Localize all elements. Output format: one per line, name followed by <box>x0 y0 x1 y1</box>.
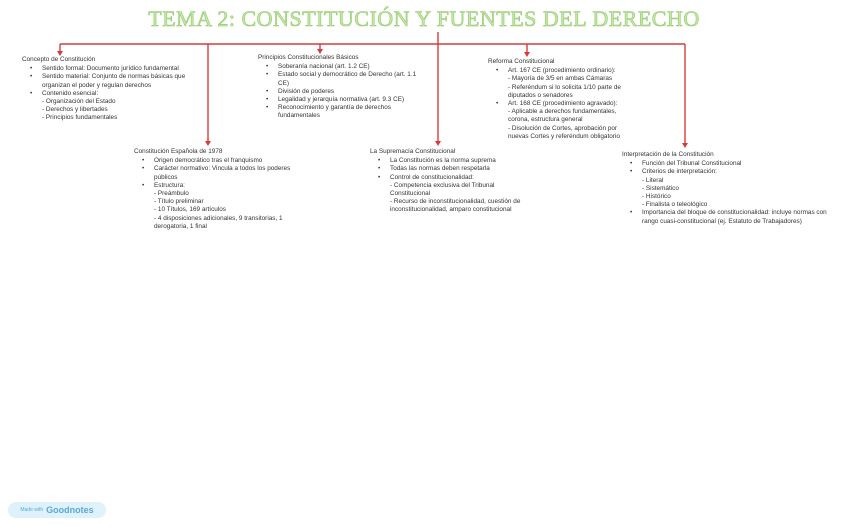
list-item: • Art. 168 CE (procedimiento agravado): <box>488 100 638 108</box>
supremacia-block <box>370 148 535 215</box>
sub-item: - Finalista o teleológico <box>642 201 708 209</box>
badge-brand: Goodnotes <box>46 505 94 515</box>
principios-block <box>258 54 428 121</box>
sub-item: - Principios fundamentales <box>42 114 118 122</box>
sub-item: - Aplicable a derechos fundamentales, corona, estructura general <box>508 108 617 124</box>
ce1978-heading: Constitución Española de 1978 <box>134 148 223 155</box>
list-item: • Reconocimiento y garantía de derechos fundamentales <box>258 104 428 120</box>
list-item: • Todas las normas deben respetarla <box>370 165 535 173</box>
list-item: • Control de constitucionalidad: <box>370 174 535 182</box>
list-item: • Contenido esencial: <box>22 90 212 98</box>
supremacia-heading: La Supremacía Constitucional <box>370 148 456 155</box>
reforma-heading: Reforma Constitucional <box>488 58 555 65</box>
sub-item: - Sistemático <box>642 184 679 192</box>
sub-item: - Disolución de Cortes, aprobación por nuevas Cortes y referéndum obligatorio <box>508 124 620 140</box>
sub-item: - Título preliminar <box>154 198 204 206</box>
goodnotes-badge[interactable] <box>8 502 106 518</box>
sub-item: - Literal <box>642 176 664 184</box>
concepto-block <box>22 56 212 123</box>
sub-item: - Histórico <box>642 193 671 201</box>
connector-ce1978-arrow <box>205 141 211 146</box>
list-item: • La Constitución es la norma suprema <box>370 157 535 165</box>
list-item: • Importancia del bloque de constitucionalidad: incluye normas con rango cuasi-constitucional (ej. Estatuto de Trabajadores) <box>622 209 830 225</box>
list-item: • Carácter normativo: Vincula a todos los poderes públicos <box>134 165 314 181</box>
list-item: • Criterios de interpretación: <box>622 168 830 176</box>
principios-heading: Principios Constitucionales Básicos <box>258 54 359 61</box>
sub-item: - Mayoría de 3/5 en ambas Cámaras <box>508 75 613 83</box>
sub-item: - Recurso de inconstitucionalidad, cuestión de inconstitucionalidad, amparo constitucional <box>390 198 521 214</box>
list-item: • Soberanía nacional (art. 1.2 CE) <box>258 63 428 71</box>
interpretacion-block <box>622 151 830 226</box>
connector-supremacia-arrow <box>435 141 441 146</box>
list-item: • Estructura: <box>134 182 314 190</box>
list-item: • División de poderes <box>258 88 428 96</box>
list-item: • Estado social y democrático de Derecho (art. 1.1 CE) <box>258 71 428 87</box>
connector-interpretacion-arrow <box>682 143 688 148</box>
sub-item: - 10 Títulos, 169 artículos <box>154 206 226 214</box>
sub-item: - Organización del Estado <box>42 98 116 106</box>
list-item: • Legalidad y jerarquía normativa (art. 9.3 CE) <box>258 96 428 104</box>
sub-item: - Referéndum si lo solicita 1/10 parte de diputados o senadores <box>508 83 621 99</box>
concepto-heading: Concepto de Constitución <box>22 56 96 63</box>
badge-made-with: Made with <box>20 507 44 513</box>
list-item: • Sentido material: Conjunto de normas básicas que organizan el poder y regulan derechos <box>22 73 212 89</box>
sub-item: - Competencia exclusiva del Tribunal Constitucional <box>390 181 495 198</box>
list-item: • Origen democrático tras el franquismo <box>134 157 314 165</box>
reforma-block <box>488 58 638 141</box>
sub-item: - Preámbulo <box>154 190 189 198</box>
connector-reforma-arrow <box>524 52 530 57</box>
list-item: • Art. 167 CE (procedimiento ordinario): <box>488 67 638 75</box>
sub-item: - 4 disposiciones adicionales, 9 transitorias, 1 derogatoria, 1 final <box>154 214 283 230</box>
list-item: • Sentido formal: Documento jurídico fundamental <box>22 65 212 73</box>
page-title: TEMA 2: CONSTITUCIÓN Y FUENTES DEL DERECHO <box>148 6 700 31</box>
interpretacion-heading: Interpretación de la Constitución <box>622 151 714 158</box>
sub-item: - Derechos y libertades <box>42 106 108 114</box>
list-item: • Función del Tribunal Constitucional <box>622 160 830 168</box>
ce1978-block <box>134 148 314 231</box>
